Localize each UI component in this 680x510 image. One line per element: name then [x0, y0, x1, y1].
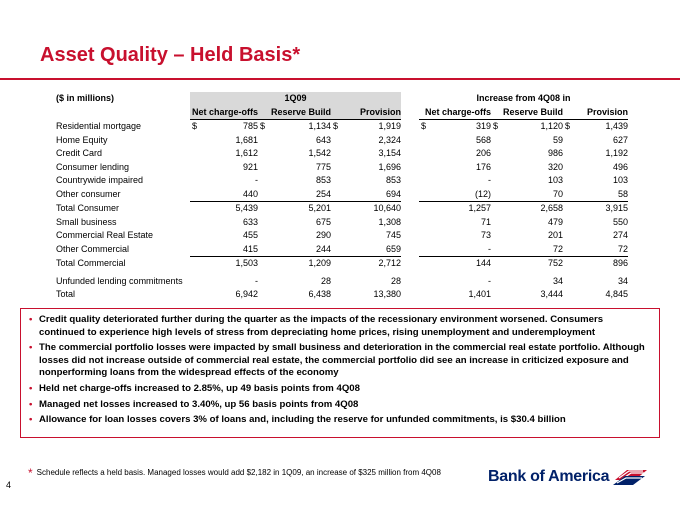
cell-value: 455: [242, 230, 258, 240]
table-cell: [491, 120, 563, 134]
cell-value: 206: [475, 148, 491, 158]
table-cell: [331, 288, 401, 302]
bullet-text: Held net charge-offs increased to 2.85%, up 49 basis points from 4Q08: [39, 382, 360, 394]
currency-symbol: $: [565, 121, 571, 131]
row-label: Small business: [56, 216, 117, 227]
table-cell: [258, 257, 331, 271]
cell-value: 3,154: [378, 148, 401, 158]
cell-value: 1,542: [308, 148, 331, 158]
spacer-cell: [401, 288, 419, 302]
table-cell: [190, 275, 258, 289]
page-number: 4: [6, 480, 12, 490]
table-cell: [331, 229, 401, 243]
bullet-item: [29, 314, 651, 339]
row-label: Commercial Real Estate: [56, 230, 154, 240]
cell-value: 1,257: [468, 203, 491, 213]
col-header: Reserve Build: [491, 106, 563, 120]
row-label: Countrywide impaired: [56, 175, 144, 185]
page-title: Asset Quality – Held Basis*: [40, 44, 301, 66]
cell-value: 144: [475, 258, 491, 268]
table-cell: [491, 288, 563, 302]
table-cell: [331, 275, 401, 289]
table-row: [56, 120, 628, 134]
table-row: [56, 288, 628, 302]
table-cell: [190, 257, 258, 271]
cell-value: 568: [475, 134, 491, 145]
cell-value: 921: [242, 161, 258, 172]
table-cell: [419, 147, 491, 161]
cell-value: -: [255, 275, 258, 286]
table-cell: [258, 202, 331, 216]
cell-value: 10,640: [373, 203, 401, 213]
cell-value: 1,401: [468, 289, 491, 299]
table-cell: [563, 134, 628, 148]
cell-value: 6,438: [308, 289, 331, 299]
col-header: Provision: [331, 106, 401, 120]
bullet-text: Allowance for loan losses covers 3% of loans and, including the reserve for unfunded commitments, is $30.4 billion: [39, 414, 566, 426]
table-cell: [491, 174, 563, 188]
bullet-icon: •: [29, 314, 33, 325]
bullet-text: The commercial portfolio losses were impacted by small business and deterioration in the commercial real estate portfolio. Although losses did not increase outside of commercial real estate, the commercial portfolio did see an increase in criticized exposure and nonperforming loans from the widespread effects of the economy: [39, 342, 645, 379]
table-cell: [331, 147, 401, 161]
table-cell: [491, 161, 563, 175]
table-cell: [258, 229, 331, 243]
group-header-1q09: 1Q09: [190, 92, 401, 106]
table-cell: [190, 147, 258, 161]
table-cell: [491, 257, 563, 271]
cell-value: 58: [618, 188, 629, 199]
table-cell: [419, 243, 491, 257]
cell-value: 853: [385, 175, 401, 185]
cell-value: 103: [612, 175, 629, 185]
spacer-cell: [401, 275, 419, 289]
table-row: [56, 243, 628, 257]
bullet-item: [29, 342, 651, 380]
bullet-text: Credit quality deteriorated further during the quarter as the impacts of the recessionary environment worsened. Consumers continued to experience high levels of stress from depreciating home prices, rising unemployment and underemployment: [39, 314, 604, 338]
cell-value: 1,308: [378, 216, 401, 227]
spacer-cell: [401, 202, 419, 216]
cell-value: 72: [552, 243, 563, 254]
table-cell: [491, 188, 563, 202]
table-cell: [419, 188, 491, 202]
row-label: Total Commercial: [56, 257, 126, 268]
table-cell: [491, 134, 563, 148]
currency-symbol: $: [260, 121, 266, 131]
row-label: Home Equity: [56, 134, 108, 145]
table-cell: [190, 288, 258, 302]
table-cell: [419, 161, 491, 175]
table-cell: [419, 134, 491, 148]
asset-quality-table: [56, 92, 628, 302]
table-cell: [258, 243, 331, 257]
row-label: Total: [56, 289, 76, 299]
table-row: [56, 134, 628, 148]
cell-value: 274: [612, 230, 629, 240]
commentary-box: [20, 308, 660, 438]
cell-value: 986: [547, 148, 563, 158]
cell-value: 2,324: [378, 134, 401, 145]
table-cell: [563, 275, 628, 289]
col-header: Net charge-offs: [190, 106, 258, 120]
spacer-cell: [401, 134, 419, 148]
spacer-cell: [401, 229, 419, 243]
cell-value: -: [488, 243, 491, 254]
table-row: [56, 188, 628, 202]
spacer-cell: [401, 120, 419, 134]
table-cell: [563, 216, 628, 230]
table-cell: [258, 120, 331, 134]
cell-value: -: [488, 275, 491, 286]
cell-value: 3,444: [540, 289, 563, 299]
cell-value: 1,120: [540, 121, 563, 131]
units-label: ($ in millions): [56, 93, 115, 103]
cell-value: 675: [315, 216, 331, 227]
bullet-icon: •: [29, 342, 33, 354]
cell-value: 694: [385, 188, 401, 199]
spacer-cell: [401, 188, 419, 202]
bank-of-america-logo: [488, 468, 647, 486]
row-label: Total Consumer: [56, 202, 120, 213]
cell-value: 5,201: [308, 203, 331, 213]
table-cell: [258, 275, 331, 289]
row-label: Unfunded lending commitments: [56, 275, 183, 286]
cell-value: 320: [547, 161, 563, 172]
table-cell: [491, 216, 563, 230]
cell-value: 659: [385, 243, 401, 254]
cell-value: 550: [612, 216, 629, 227]
table-cell: [331, 188, 401, 202]
footnote: [28, 466, 441, 480]
cell-value: 775: [315, 161, 331, 172]
bullet-item: [29, 414, 651, 427]
title-rule: [0, 78, 680, 80]
cell-value: 627: [612, 134, 629, 145]
spacer-cell: [401, 161, 419, 175]
logo-text: Bank of America: [488, 468, 610, 485]
table-cell: [563, 257, 628, 271]
currency-symbol: $: [333, 121, 339, 131]
cell-value: 28: [320, 275, 331, 286]
spacer-cell: [401, 174, 419, 188]
cell-value: 752: [547, 258, 563, 268]
cell-value: 3,915: [605, 203, 629, 213]
table-cell: [563, 161, 628, 175]
table-row: [56, 174, 628, 188]
table-cell: [331, 243, 401, 257]
cell-value: 254: [315, 188, 331, 199]
table-cell: [419, 174, 491, 188]
cell-value: 479: [547, 216, 563, 227]
bullet-icon: •: [29, 414, 33, 426]
cell-value: 59: [552, 134, 563, 145]
footnote-marker: *: [28, 466, 33, 480]
table-cell: [331, 174, 401, 188]
table-cell: [563, 147, 628, 161]
cell-value: 853: [315, 175, 331, 185]
cell-value: 6,942: [235, 289, 258, 299]
table-cell: [190, 216, 258, 230]
table-cell: [419, 216, 491, 230]
cell-value: 415: [242, 243, 258, 254]
table-cell: [419, 229, 491, 243]
bullet-icon: •: [29, 382, 33, 394]
table-cell: [491, 243, 563, 257]
cell-value: 633: [242, 216, 258, 227]
row-label: Other consumer: [56, 188, 121, 199]
cell-value: 496: [612, 161, 629, 172]
spacer-cell: [401, 243, 419, 257]
cell-value: 73: [480, 230, 491, 240]
cell-value: 440: [242, 188, 258, 199]
table-row: [56, 275, 628, 289]
table-cell: [563, 288, 628, 302]
col-header: Provision: [563, 106, 628, 120]
cell-value: 4,845: [605, 289, 629, 299]
cell-value: (12): [474, 188, 491, 199]
spacer-cell: [401, 257, 419, 271]
cell-value: 1,612: [235, 148, 258, 158]
cell-value: 2,712: [378, 258, 401, 268]
spacer-cell: [401, 147, 419, 161]
table-cell: [331, 202, 401, 216]
cell-value: 2,658: [540, 203, 563, 213]
cell-value: 176: [475, 161, 491, 172]
table-cell: [563, 120, 628, 134]
col-header: Reserve Build: [258, 106, 331, 120]
col-header: Net charge-offs: [419, 106, 491, 120]
row-label: Other Commercial: [56, 243, 130, 254]
table-cell: [258, 134, 331, 148]
cell-value: 1,503: [235, 258, 258, 268]
group-header-increase: Increase from 4Q08 in: [476, 93, 571, 103]
cell-value: 71: [480, 216, 491, 227]
table-cell: [563, 243, 628, 257]
cell-value: 643: [315, 134, 331, 145]
cell-value: 5,439: [235, 203, 258, 213]
table-cell: [190, 188, 258, 202]
table-cell: [491, 229, 563, 243]
cell-value: 244: [315, 243, 331, 254]
cell-value: 34: [552, 275, 563, 286]
table-row: [56, 216, 628, 230]
cell-value: 1,919: [378, 121, 401, 131]
table-row: [56, 147, 628, 161]
cell-value: 34: [618, 275, 629, 286]
flag-icon: [613, 468, 647, 486]
spacer-cell: [401, 216, 419, 230]
cell-value: 72: [618, 243, 629, 254]
cell-value: 785: [242, 121, 258, 131]
bullet-item: [29, 383, 651, 396]
table-cell: [563, 188, 628, 202]
table-cell: [258, 147, 331, 161]
table-cell: [258, 174, 331, 188]
cell-value: 103: [547, 175, 563, 185]
table-cell: [331, 134, 401, 148]
currency-symbol: $: [192, 121, 198, 131]
cell-value: -: [255, 175, 258, 185]
bullet-list: [29, 314, 651, 427]
currency-symbol: $: [421, 121, 427, 131]
cell-value: 1,192: [605, 148, 629, 158]
table-cell: [190, 120, 258, 134]
table-cell: [419, 257, 491, 271]
table-row: [56, 202, 628, 216]
currency-symbol: $: [493, 121, 499, 131]
table-cell: [419, 288, 491, 302]
cell-value: 1,209: [308, 258, 331, 268]
cell-value: -: [488, 175, 491, 185]
cell-value: 1,696: [378, 161, 401, 172]
cell-value: 1,439: [605, 121, 629, 131]
cell-value: 896: [612, 258, 629, 268]
table-cell: [190, 161, 258, 175]
table-cell: [491, 202, 563, 216]
table-cell: [419, 202, 491, 216]
table-cell: [331, 216, 401, 230]
cell-value: 201: [547, 230, 563, 240]
cell-value: 13,380: [373, 289, 401, 299]
table-cell: [331, 120, 401, 134]
row-label: Residential mortgage: [56, 120, 142, 131]
table-cell: [190, 202, 258, 216]
bullet-text: Managed net losses increased to 3.40%, up 56 basis points from 4Q08: [39, 398, 359, 410]
table-cell: [190, 174, 258, 188]
cell-value: 70: [552, 188, 563, 199]
table-cell: [491, 275, 563, 289]
cell-value: 290: [315, 230, 331, 240]
row-label: Credit Card: [56, 148, 103, 158]
table-cell: [331, 161, 401, 175]
table-row: [56, 257, 628, 271]
table-cell: [190, 243, 258, 257]
table-row: [56, 161, 628, 175]
table-cell: [563, 202, 628, 216]
cell-value: 1,134: [308, 121, 331, 131]
table-cell: [563, 229, 628, 243]
table-cell: [491, 147, 563, 161]
bullet-icon: •: [29, 398, 33, 410]
cell-value: 745: [385, 230, 401, 240]
cell-value: 28: [390, 275, 401, 286]
table-cell: [563, 174, 628, 188]
table-cell: [258, 161, 331, 175]
table-cell: [419, 275, 491, 289]
bullet-item: [29, 399, 651, 412]
table-cell: [258, 216, 331, 230]
cell-value: 319: [475, 121, 491, 131]
row-label: Consumer lending: [56, 161, 130, 172]
table-cell: [190, 134, 258, 148]
table-row: [56, 229, 628, 243]
table-cell: [190, 229, 258, 243]
cell-value: 1,681: [235, 134, 258, 145]
footnote-text: Schedule reflects a held basis. Managed losses would add $2,182 in 1Q09, an increase of $325 million from 4Q08: [36, 468, 441, 477]
table-cell: [258, 188, 331, 202]
table-cell: [331, 257, 401, 271]
table-cell: [258, 288, 331, 302]
table-cell: [419, 120, 491, 134]
